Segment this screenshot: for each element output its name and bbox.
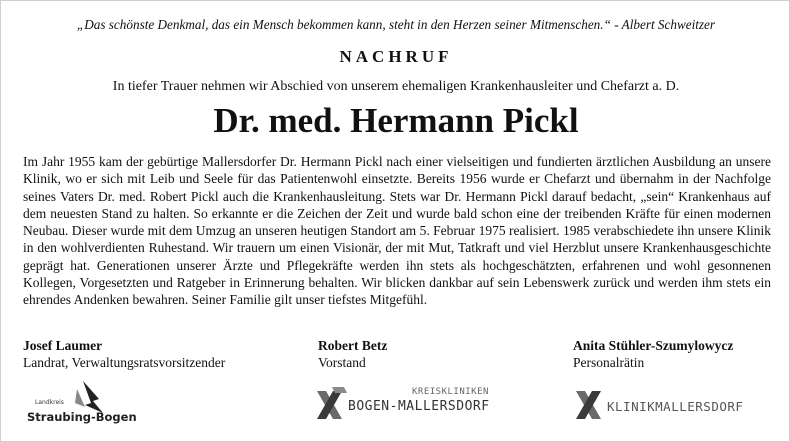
heading: NACHRUF [339, 47, 453, 66]
kreiskliniken-main-text: BOGEN-MALLERSDORF [348, 399, 490, 414]
signatory-3 [573, 337, 733, 371]
landkreis-name: Straubing-Bogen [27, 410, 137, 424]
signatory-name: Josef Laumer [23, 338, 103, 353]
kreiskliniken-logo [314, 385, 514, 425]
signatory-1 [23, 337, 225, 371]
signatory-name: Anita Stühler-Szumylowycz [573, 338, 734, 353]
klinik-mallersdorf-logo [573, 387, 773, 423]
signatory-role: Personalrätin [573, 355, 645, 370]
obituary-body: Im Jahr 1955 kam der gebürtige Mallersdorfer Dr. Hermann Pickl nach einer vielseitigen und fundierten ärztlichen Ausbildung an unsere Klinik, wo er sich mit Leib und Seele für das Patientenwohl einsetzte. Bereits 1956 wurde er Chefarzt und übernahm in der Nachfolge seines Vaters Dr. med. Robert Pickl auch die Krankenhausleitung. Stets war Dr. Hermann Pickl darauf bedacht, „sein“ Krankenhaus auf dem neuesten Stand zu halten. So erkannte er die Zeichen der Zeit und wurde bald schon eine der treibenden Kräfte für einen modernen Neubau. Dieser wurde mit dem Umzug an unseren heutigen Standort am 5. Februar 1975 realisiert. 1985 verabschiedete ihn unsere Klinik in den wohlverdienten Ruhestand. Wir trauern um einen Visionär, der mit Mut, Tatkraft und viel Herzblut unsere Krankenhausgeschichte geprägt hat. Generationen unserer Ärzte und Pflegekräfte werden ihn stets als hochgeschätzten, erfahrenen und wohl gesonnenen Kollegen, Vorgesetzten und Ratgeber in Erinnerung behalten. Wir blicken dankbar auf sein Lebenswerk zurück und werden ihm stets ein ehrendes Andenken bewahren. Seiner Familie gilt unser tiefstes Mitgefühl. [23, 154, 771, 308]
kreiskliniken-top-text: KREISKLINIKEN [412, 387, 489, 397]
intro-line: In tiefer Trauer nehmen wir Abschied von unserem ehemaligen Krankenhausleiter und Chefarzt a. D. [112, 79, 680, 94]
signatory-role: Landrat, Verwaltungsratsvorsitzender [23, 355, 226, 370]
signatory-2 [318, 337, 387, 371]
deceased-name: Dr. med. Hermann Pickl [213, 101, 579, 140]
klinik-mallersdorf-text: KLINIKMALLERSDORF [607, 399, 744, 414]
signatory-role: Vorstand [318, 355, 366, 370]
quote: „Das schönste Denkmal, das ein Mensch bekommen kann, steht in den Herzen seiner Mitmenschen.“ - Albert Schweitzer [76, 17, 716, 32]
landkreis-logo [21, 379, 141, 429]
signatory-name: Robert Betz [318, 338, 388, 353]
kreiskliniken-x-icon [314, 385, 348, 423]
klinik-x-icon [573, 387, 607, 423]
landkreis-small-text: Landkreis [35, 399, 64, 406]
